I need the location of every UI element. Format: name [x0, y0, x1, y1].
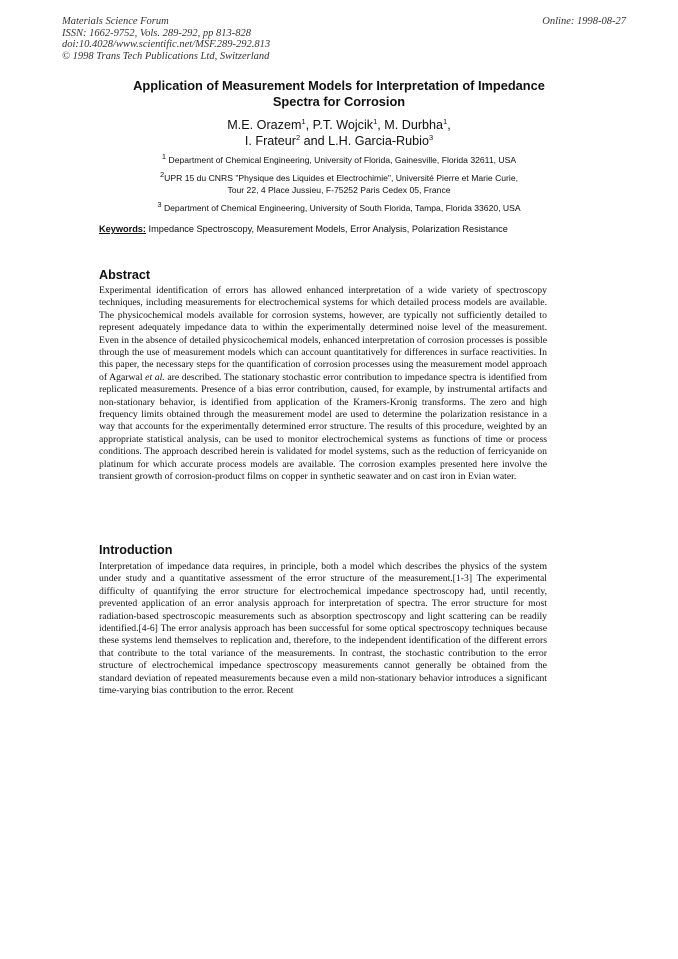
introduction-heading: Introduction: [99, 543, 173, 557]
author-name: M. Durbha: [384, 118, 444, 132]
affil-line: Tour 22, 4 Place Jussieu, F-75252 Paris Cedex 05, France: [227, 185, 451, 195]
affil-text: UPR 15 du CNRS "Physique des Liquides et Electrochimie", Université Pierre et Marie Curie,: [164, 173, 518, 183]
affil-text: Department of Chemical Engineering, University of South Florida, Tampa, Florida 33620, USA: [163, 203, 521, 213]
author-affil-mark: 1: [373, 116, 378, 126]
abstract-body: [99, 285, 547, 484]
abstract-text-1: Experimental identification of errors has allowed enhanced interpretation of a wide variety of spectroscopy techniques, including measurements for electrochemical systems for which detailed process models are available. The physicochemical models available for corrosion systems, however, are typically not sufficiently detailed to represent adequately impedance data to within the experimentally determined noise level of the measurement. Even in the absence of detailed physicochemical models, enhanced interpretation of corrosion processes is possible through the use of measurement models which can account quantitatively for differences in surface reactivities. In this paper, the necessary steps for the quantification of corrosion processes using the measurement model approach of Agarwal: [99, 285, 547, 383]
abstract-etal: et al.: [145, 371, 165, 383]
abstract-heading: Abstract: [99, 268, 151, 282]
authors-line-1: M.E. Orazem$^1$, P.T. Wojcik$^1$, M. Durbha$^1$,: [227, 116, 451, 132]
authors-line-2: I. Frateur$^2$ and L.H. Garcia-Rubio$^3$: [244, 132, 434, 148]
paper-title: [60, 78, 618, 109]
journal-header: [62, 16, 270, 62]
author-affil-mark: 2: [295, 132, 301, 142]
doi-line[interactable]: doi:10.4028/www.scientific.net/MSF.289-292.813: [62, 39, 271, 51]
keywords-text: Impedance Spectroscopy, Measurement Models, Error Analysis, Polarization Resistance: [148, 224, 508, 234]
affiliation-2: [60, 172, 618, 196]
affil-number: 1: [161, 152, 167, 162]
abstract-text-2: are described. The stationary stochastic error contribution to impedance spectra is identified from replicated measurements. Presence of a bias error contribution, caused, for example, by instrumental artifacts and non-stationary behavior, is identified from application of the Kramers-Kronig transforms. The zero and high frequency limits obtained through the measurement model are used to determine the polarization resistance in a way that accounts for the experimentally determined error structure. The results of this procedure, weighted by an appropriate statistical analysis, can be used to monitor electrochemical systems as functions of time or process conditions. The approach described herein is validated for model systems, such as the reduction of ferricyanide on platinum for which accurate process models are available. The corrosion examples presented here involve the transient growth of corrosion-product films on copper in synthetic seawater and on cast iron in Evian water.: [99, 371, 547, 483]
author-name: M.E. Orazem: [227, 118, 302, 132]
online-date: Online: 1998-08-27: [542, 16, 626, 27]
author-name: L.H. Garcia-Rubio: [328, 133, 429, 148]
author-affil-mark: 3: [428, 132, 434, 142]
title-line-2: Spectra for Corrosion: [272, 93, 406, 109]
author-name: I. Frateur: [244, 133, 296, 148]
copyright-line: © 1998 Trans Tech Publications Ltd, Switzerland: [62, 50, 270, 62]
title-line-1: Application of Measurement Models for Interpretation of Impedance: [133, 78, 545, 93]
issn-line: ISSN: 1662-9752, Vols. 289-292, pp 813-828: [62, 27, 251, 39]
author-affil-mark: 1: [301, 116, 306, 126]
affil-text: Department of Chemical Engineering, University of Florida, Gainesville, Florida 32611, USA: [168, 155, 517, 165]
affiliation-3: [60, 202, 618, 214]
journal-name: Materials Science Forum: [62, 16, 169, 27]
keywords-label: Keywords:: [99, 224, 146, 234]
author-list: [60, 118, 618, 149]
affil-line: [60, 172, 618, 184]
keywords-block: [99, 224, 547, 236]
affil-number: 2: [160, 170, 165, 180]
introduction-body: Interpretation of impedance data requires, in principle, both a model which describes the physics of the system under study and a quantitative assessment of the error structure of the measurement.[1-3] The experimental difficulty of quantifying the error structure for electrochemical impedance spectroscopy had, until recently, prevented application of an error analysis approach for interpretation of spectra. The error structure for most radiation-based spectroscopic measurements such as absorption spectroscopy and light scattering can be readily identified.[4-6] The error analysis approach has been successful for some optical spectroscopy techniques because these systems lend themselves to replication and, therefore, to the independent identification of the different errors that contribute to the total variance of the measurements. In contrast, the stochastic contribution to the error structure of electrochemical impedance spectroscopy measurements cannot generally be obtained from the standard deviation of repeated measurements because even a mild non-stationary behavior introduces a significant time-varying bias contribution to the error. Recent: [99, 561, 547, 697]
author-affil-mark: 1: [443, 116, 448, 126]
author-name: P.T. Wojcik: [312, 118, 374, 132]
affil-number: 3: [157, 200, 162, 210]
affiliation-1: [60, 154, 618, 166]
